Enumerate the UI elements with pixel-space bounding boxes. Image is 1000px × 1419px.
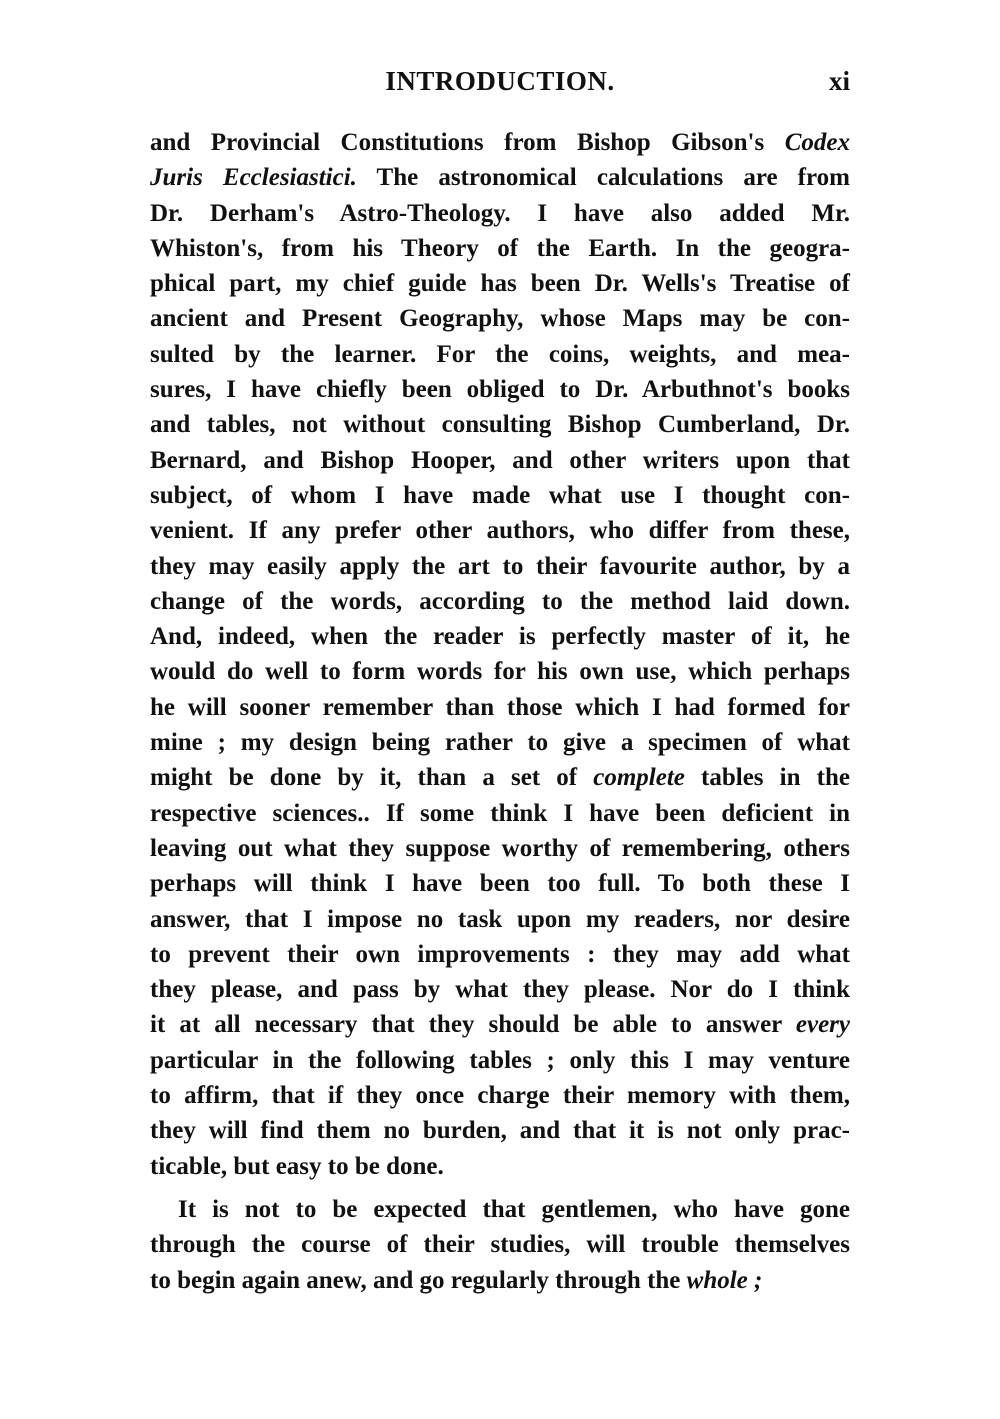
text-run: It is not to be expected that gentlemen, who have gone bbox=[178, 1195, 850, 1223]
text-run: ticable, but easy to be done. bbox=[150, 1152, 444, 1180]
text-line bbox=[150, 584, 850, 619]
text-run: particular in the following tables ; only this I may venture bbox=[150, 1046, 850, 1074]
running-head bbox=[150, 66, 850, 106]
text-line bbox=[150, 937, 850, 972]
text-line bbox=[150, 1043, 850, 1078]
text-run: they please, and pass by what they please. Nor do I think bbox=[150, 976, 850, 1004]
text-line bbox=[150, 337, 850, 372]
paragraph bbox=[150, 1192, 850, 1298]
text-line bbox=[150, 1007, 850, 1042]
running-title: INTRODUCTION. bbox=[385, 66, 615, 96]
text-line bbox=[150, 301, 850, 336]
text-line bbox=[150, 513, 850, 548]
text-run: change of the words, according to the method laid down. bbox=[150, 587, 850, 615]
text-run: phical part, my chief guide has been Dr. Wells's Treatise of bbox=[150, 270, 850, 298]
text-run: answer, that I impose no task upon my readers, nor desire bbox=[150, 905, 850, 933]
text-line bbox=[150, 972, 850, 1007]
text-line bbox=[150, 1113, 850, 1148]
text-run: Whiston's, from his Theory of the Earth. In the geogra- bbox=[150, 234, 850, 262]
text-run: respective sciences.. If some think I have been deficient in bbox=[150, 799, 850, 827]
paragraph-gap bbox=[150, 1184, 850, 1192]
text-run: to prevent their own improvements : they may add what bbox=[150, 940, 850, 968]
text-line bbox=[150, 407, 850, 442]
text-line bbox=[150, 654, 850, 689]
text-run: it at all necessary that they should be able to answer bbox=[150, 1011, 796, 1039]
text-run: through the course of their studies, will trouble themselves bbox=[150, 1231, 850, 1259]
text-line bbox=[150, 1078, 850, 1113]
text-line bbox=[150, 372, 850, 407]
text-line bbox=[150, 725, 850, 760]
text-line bbox=[150, 196, 850, 231]
text-line bbox=[150, 1263, 850, 1298]
text-line bbox=[150, 796, 850, 831]
text-line bbox=[150, 760, 850, 795]
text-line bbox=[150, 125, 850, 160]
text-run: they may easily apply the art to their favourite author, by a bbox=[150, 552, 850, 580]
italic-text: every bbox=[795, 1011, 850, 1039]
text-run: sulted by the learner. For the coins, weights, and mea- bbox=[150, 340, 850, 368]
text-run: perhaps will think I have been too full. To both these I bbox=[150, 870, 850, 898]
text-run: to affirm, that if they once charge their memory with them, bbox=[150, 1082, 850, 1110]
text-run: subject, of whom I have made what use I thought con- bbox=[150, 481, 850, 509]
text-line bbox=[150, 160, 850, 195]
paragraph bbox=[150, 125, 850, 1184]
page-number: xi bbox=[828, 66, 850, 96]
text-line bbox=[150, 902, 850, 937]
text-run: and Provincial Constitutions from Bishop Gibson's bbox=[150, 129, 785, 156]
text-run: Bernard, and Bishop Hooper, and other writers upon that bbox=[150, 446, 850, 474]
text-run: they will find them no burden, and that it is not only prac- bbox=[150, 1117, 850, 1145]
text-line bbox=[150, 1149, 850, 1184]
text-run: he will sooner remember than those which I had formed for bbox=[150, 693, 850, 721]
text-line bbox=[150, 549, 850, 584]
text-run: would do well to form words for his own use, which perhaps bbox=[150, 658, 850, 686]
text-run: to begin again anew, and go regularly through the bbox=[150, 1266, 687, 1294]
italic-text: whole ; bbox=[686, 1266, 763, 1294]
text-line bbox=[150, 866, 850, 901]
text-run: The astronomical calculations are from bbox=[356, 164, 850, 192]
text-run: tables in the bbox=[684, 764, 850, 792]
text-run: Dr. Derham's Astro-Theology. I have also added Mr. bbox=[150, 199, 850, 227]
text-line bbox=[150, 619, 850, 654]
body-text bbox=[150, 125, 850, 1298]
text-run: and tables, not without consulting Bishop Cumberland, Dr. bbox=[150, 411, 850, 439]
text-line bbox=[150, 478, 850, 513]
text-line bbox=[150, 1192, 850, 1227]
text-line bbox=[150, 231, 850, 266]
text-run: And, indeed, when the reader is perfectly master of it, he bbox=[150, 623, 850, 651]
text-run: mine ; my design being rather to give a specimen of what bbox=[150, 729, 850, 757]
text-line bbox=[150, 1227, 850, 1262]
text-line bbox=[150, 831, 850, 866]
text-run: venient. If any prefer other authors, who differ from these, bbox=[150, 517, 850, 545]
italic-text: complete bbox=[593, 764, 685, 792]
text-run: might be done by it, than a set of bbox=[150, 764, 594, 792]
text-run: ancient and Present Geography, whose Maps may be con- bbox=[150, 305, 850, 333]
text-run: sures, I have chiefly been obliged to Dr. Arbuthnot's books bbox=[150, 376, 850, 404]
italic-text: Codex bbox=[784, 129, 850, 156]
text-line bbox=[150, 690, 850, 725]
text-line bbox=[150, 266, 850, 301]
text-run: leaving out what they suppose worthy of remembering, others bbox=[150, 834, 850, 862]
italic-text: Juris Ecclesiastici. bbox=[150, 164, 357, 192]
text-line bbox=[150, 443, 850, 478]
